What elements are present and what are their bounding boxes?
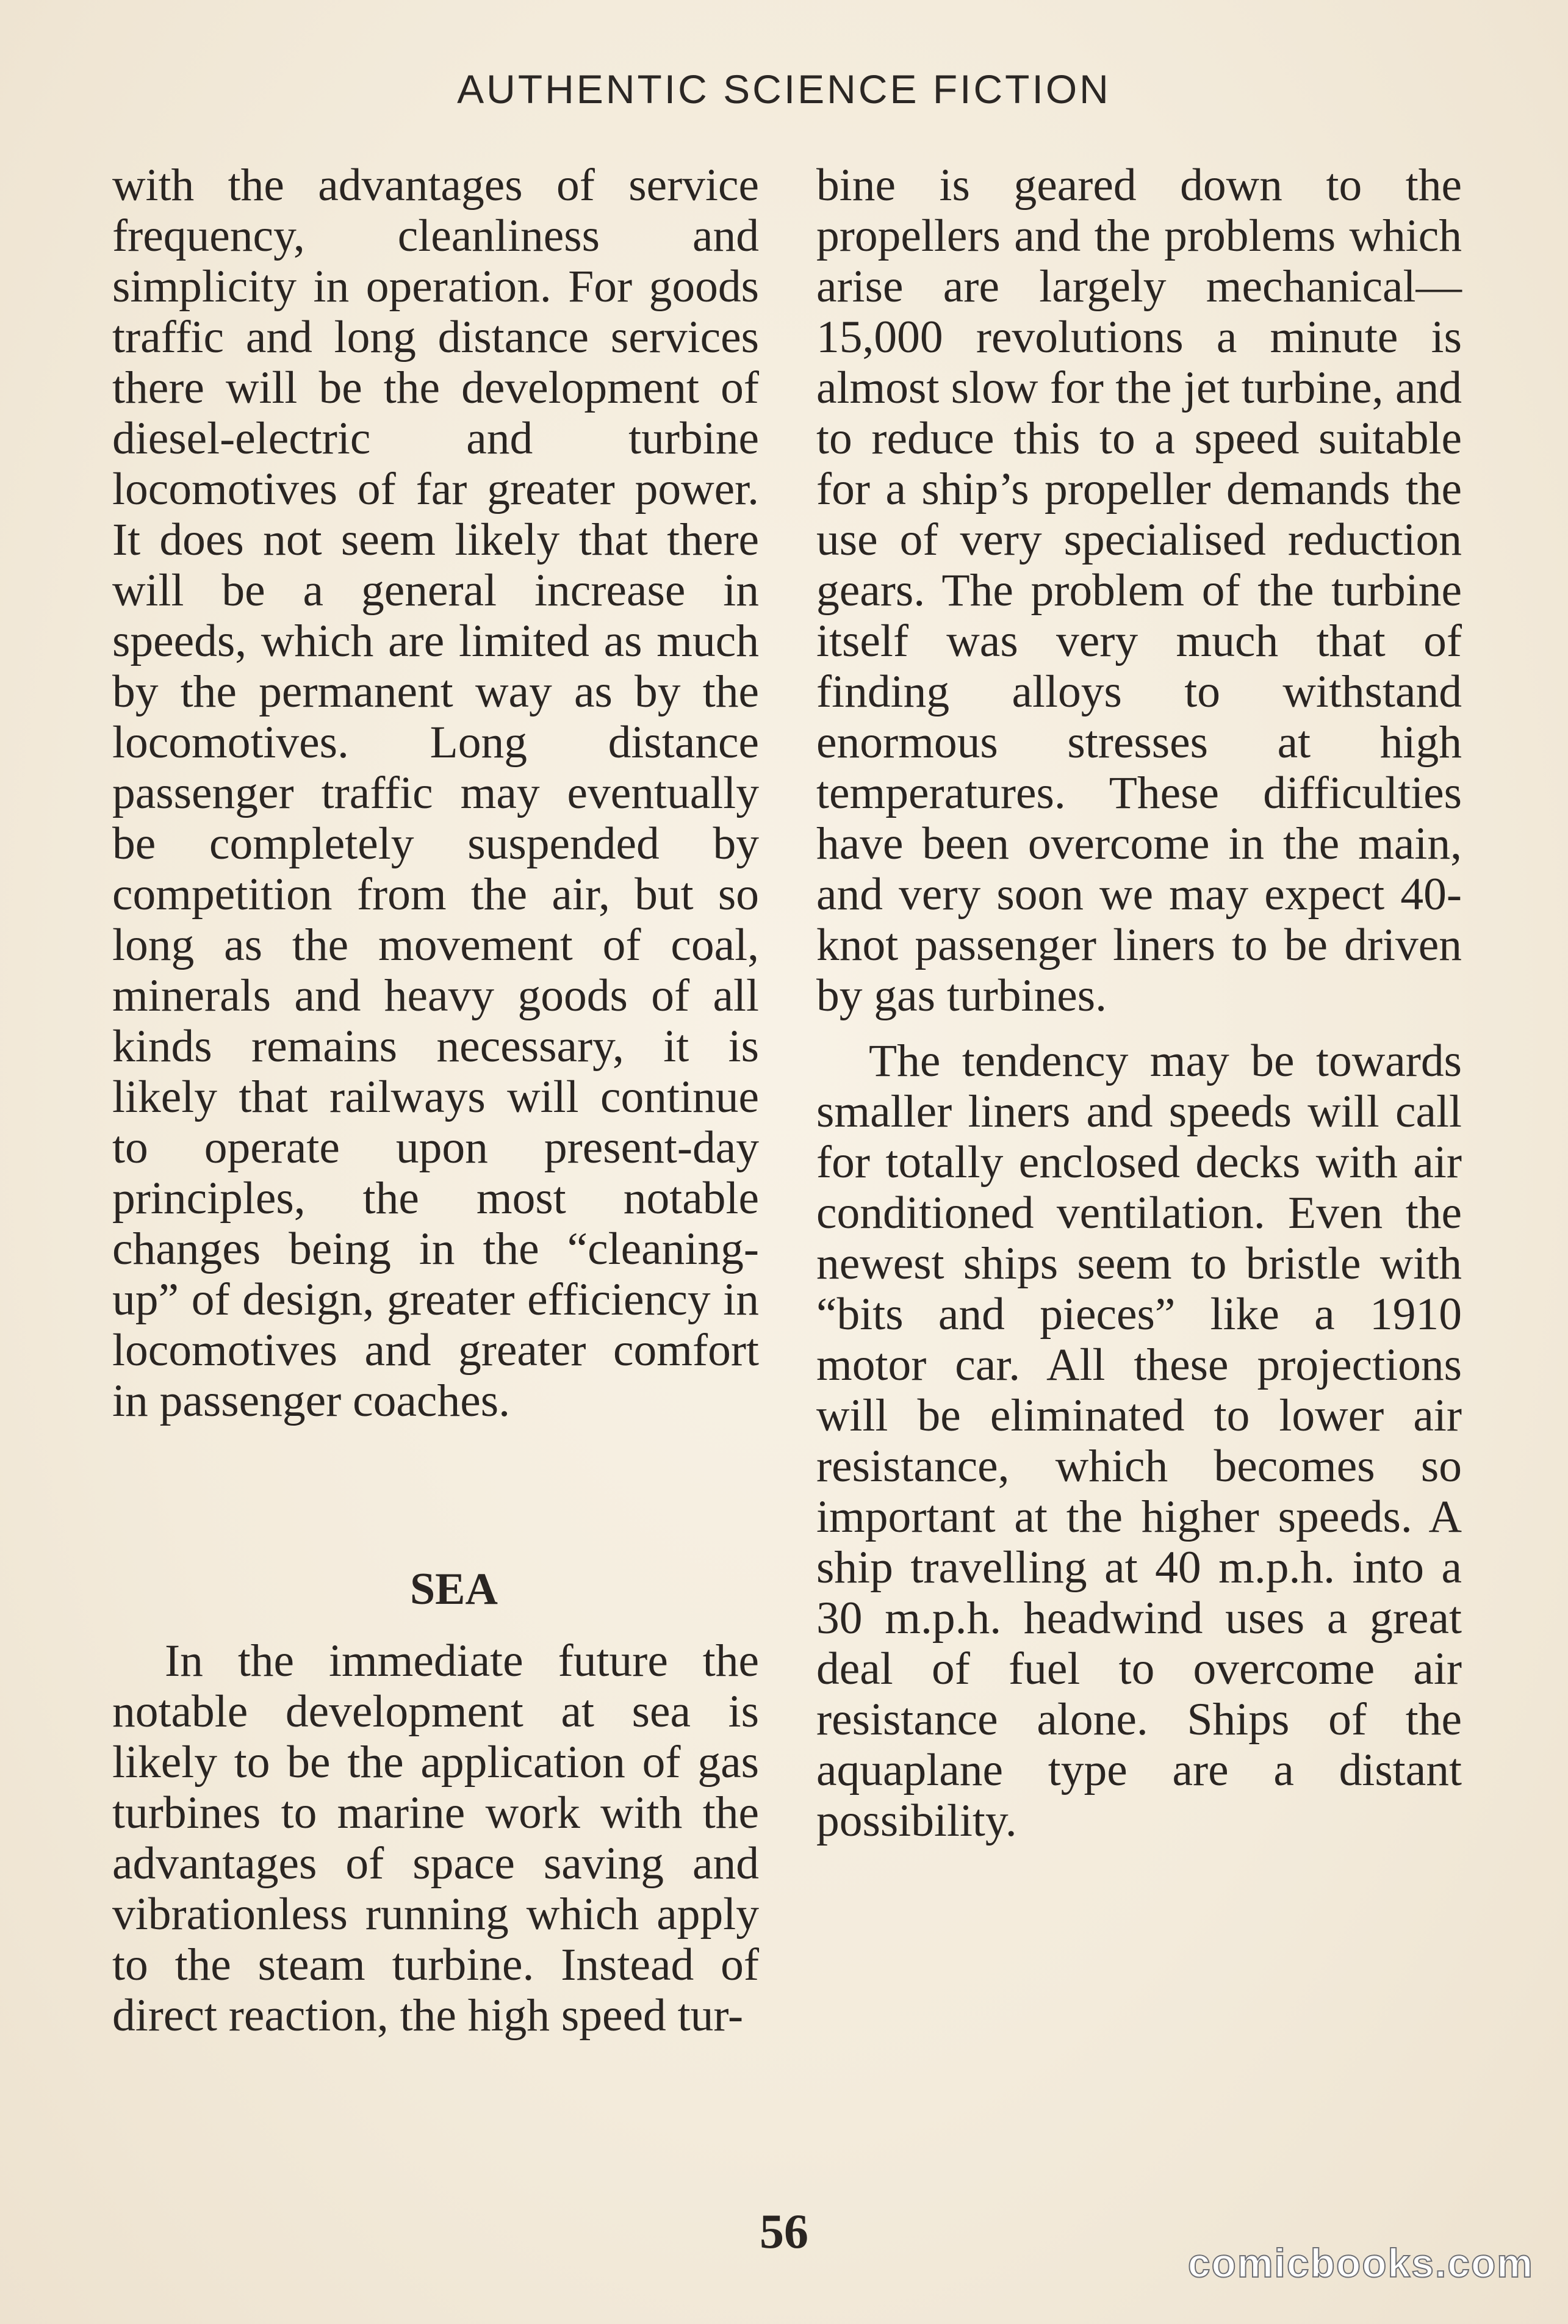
left-column [112, 160, 759, 2041]
body-paragraph: with the advantages of service frequency, cleanliness and simplicity in operation. For goods traffic and long distance services there will be the development of diesel-electric and turbine locomotives of far greater power. It does not seem likely that there will be a general increase in speeds, which are limited as much by the permanent way as by the locomotives. Long distance passenger traffic may eventually be completely suspended by competition from the air, but so long as the movement of coal, minerals and heavy goods of all kinds remains necessary, it is likely that railways will continue to operate upon present-day principles, the most notable changes being in the “cleaning-up” of design, greater efficiency in locomotives and greater comfort in passenger coaches. [112, 160, 759, 1426]
page-number: 56 [760, 2205, 808, 2259]
watermark-logo: comicbooks.com [1187, 2240, 1534, 2286]
section-heading: SEA [410, 1564, 498, 1614]
right-column [816, 160, 1462, 1846]
body-paragraph: In the immediate future the notable development at sea is likely to be the application of gas turbines to marine work with the advantages of space saving and vibrationless running which apply to the steam turbine. Instead of direct reaction, the high speed tur- [112, 1636, 759, 2041]
running-header: AUTHENTIC SCIENCE FICTION [457, 67, 1111, 112]
body-paragraph: The tendency may be towards smaller liners and speeds will call for totally enclosed decks with air conditioned ventilation. Even the newest ships seem to bristle with “bits and pieces” like a 1910 motor car. All these projections will be eliminated to lower air resistance, which becomes so important at the higher speeds. A ship travelling at 40 m.p.h. into a 30 m.p.h. headwind uses a great deal of fuel to overcome air resistance alone. Ships of the aquaplane type are a distant possibility. [816, 1036, 1462, 1846]
body-paragraph: bine is geared down to the propellers and the problems which arise are largely mechanical—15,000 revolutions a minute is almost slow for the jet turbine, and to reduce this to a speed suitable for a ship’s propeller demands the use of very specialised reduction gears. The problem of the turbine itself was very much that of finding alloys to withstand enormous stresses at high temperatures. These difficulties have been overcome in the main, and very soon we may expect 40-knot passenger liners to be driven by gas turbines. [816, 160, 1462, 1021]
